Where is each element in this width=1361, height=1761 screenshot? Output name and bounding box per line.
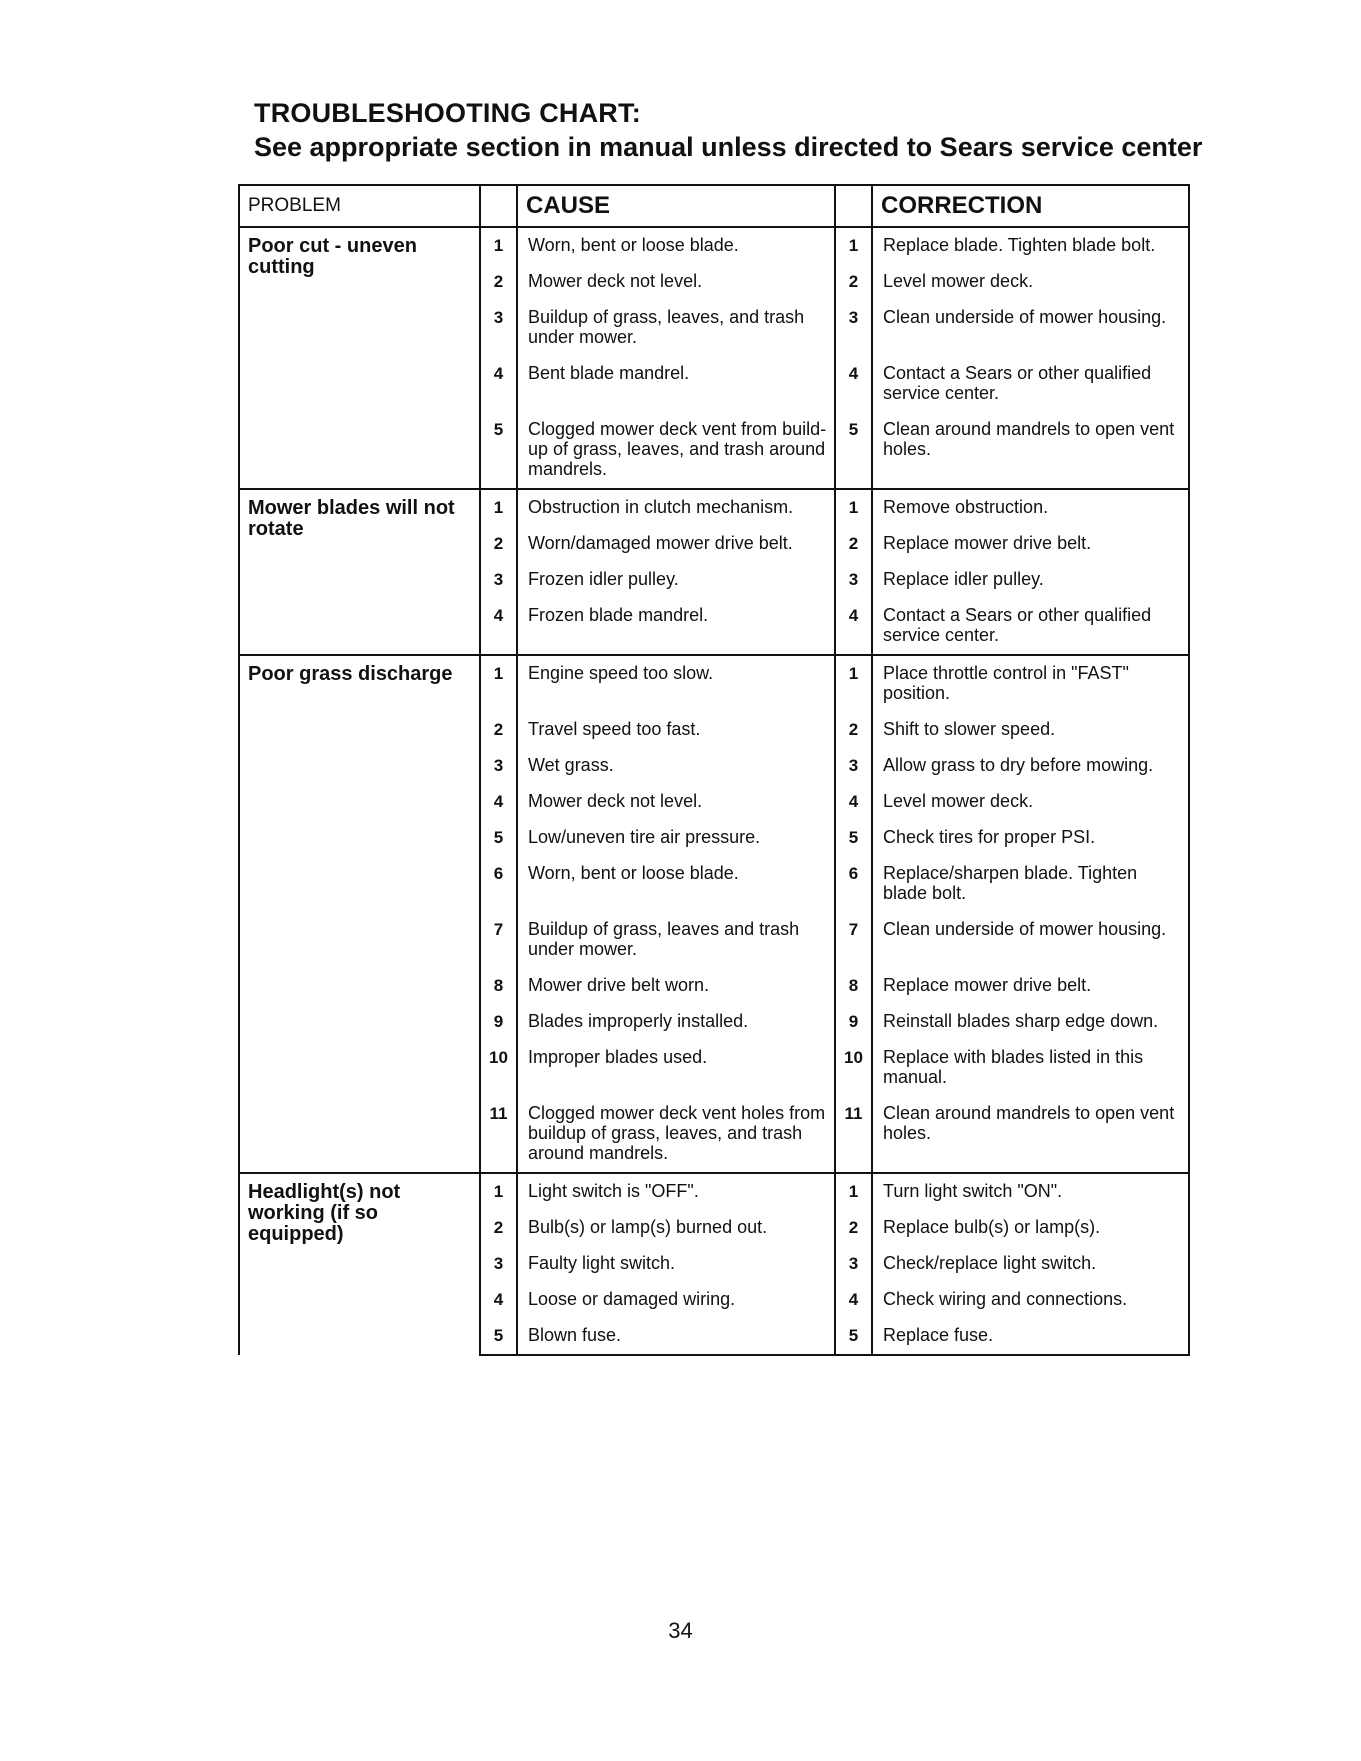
cause-number: 3 <box>480 748 517 784</box>
cause-number: 1 <box>480 655 517 712</box>
cause-number: 10 <box>480 1040 517 1096</box>
correction-number: 11 <box>835 1096 872 1173</box>
correction-number: 4 <box>835 1282 872 1318</box>
page-number: 34 <box>668 1618 693 1643</box>
problem-group <box>239 655 1189 1173</box>
correction-cell: Clean underside of mower housing. <box>872 300 1189 356</box>
correction-cell: Contact a Sears or other qualified service center. <box>872 356 1189 412</box>
cause-number: 4 <box>480 356 517 412</box>
correction-number: 3 <box>835 1246 872 1282</box>
correction-cell: Level mower deck. <box>872 784 1189 820</box>
cause-number: 9 <box>480 1004 517 1040</box>
cause-number: 1 <box>480 227 517 264</box>
correction-number: 1 <box>835 1173 872 1210</box>
column-header-problem: PROBLEM <box>239 185 480 227</box>
cause-cell: Wet grass. <box>517 748 835 784</box>
correction-cell: Clean around mandrels to open vent holes. <box>872 1096 1189 1173</box>
cause-number: 6 <box>480 856 517 912</box>
correction-number: 5 <box>835 412 872 489</box>
column-header-correction-number <box>835 185 872 227</box>
cause-number: 11 <box>480 1096 517 1173</box>
correction-cell: Replace fuse. <box>872 1318 1189 1355</box>
cause-number: 2 <box>480 526 517 562</box>
cause-cell: Worn, bent or loose blade. <box>517 856 835 912</box>
cause-cell: Travel speed too fast. <box>517 712 835 748</box>
cause-cell: Faulty light switch. <box>517 1246 835 1282</box>
cause-number: 5 <box>480 820 517 856</box>
correction-number: 3 <box>835 562 872 598</box>
correction-cell: Replace mower drive belt. <box>872 526 1189 562</box>
column-header-cause-number <box>480 185 517 227</box>
cause-cell: Mower deck not level. <box>517 264 835 300</box>
problem-cell: Mower blades will not rotate <box>239 489 480 655</box>
cause-number: 4 <box>480 1282 517 1318</box>
correction-number: 10 <box>835 1040 872 1096</box>
correction-cell: Replace/sharpen blade. Tighten blade bolt. <box>872 856 1189 912</box>
correction-number: 2 <box>835 1210 872 1246</box>
correction-number: 6 <box>835 856 872 912</box>
table-row <box>239 1173 1189 1210</box>
cause-cell: Improper blades used. <box>517 1040 835 1096</box>
correction-cell: Allow grass to dry before mowing. <box>872 748 1189 784</box>
correction-number: 4 <box>835 598 872 655</box>
cause-number: 4 <box>480 784 517 820</box>
correction-cell: Contact a Sears or other qualified service center. <box>872 598 1189 655</box>
cause-cell: Loose or damaged wiring. <box>517 1282 835 1318</box>
chart-title: TROUBLESHOOTING CHART: <box>254 98 641 128</box>
correction-cell: Replace mower drive belt. <box>872 968 1189 1004</box>
correction-cell: Clean underside of mower housing. <box>872 912 1189 968</box>
cause-cell: Worn, bent or loose blade. <box>517 227 835 264</box>
cause-cell: Frozen blade mandrel. <box>517 598 835 655</box>
correction-number: 7 <box>835 912 872 968</box>
correction-number: 1 <box>835 489 872 526</box>
cause-number: 5 <box>480 412 517 489</box>
correction-number: 4 <box>835 784 872 820</box>
problem-group <box>239 489 1189 655</box>
cause-number: 3 <box>480 300 517 356</box>
problem-group <box>239 227 1189 489</box>
problem-cell: Headlight(s) not working (if so equipped) <box>239 1173 480 1355</box>
correction-number: 8 <box>835 968 872 1004</box>
chart-subtitle: See appropriate section in manual unless directed to Sears service center <box>254 132 1203 162</box>
problem-cell: Poor cut - uneven cutting <box>239 227 480 489</box>
table-header <box>239 185 1189 227</box>
correction-number: 5 <box>835 1318 872 1355</box>
correction-number: 2 <box>835 264 872 300</box>
correction-number: 3 <box>835 748 872 784</box>
cause-number: 2 <box>480 1210 517 1246</box>
problem-group <box>239 1173 1189 1355</box>
correction-number: 2 <box>835 712 872 748</box>
cause-cell: Engine speed too slow. <box>517 655 835 712</box>
correction-cell: Reinstall blades sharp edge down. <box>872 1004 1189 1040</box>
cause-number: 4 <box>480 598 517 655</box>
cause-number: 7 <box>480 912 517 968</box>
correction-cell: Replace with blades listed in this manual. <box>872 1040 1189 1096</box>
cause-cell: Frozen idler pulley. <box>517 562 835 598</box>
cause-cell: Bent blade mandrel. <box>517 356 835 412</box>
cause-cell: Mower deck not level. <box>517 784 835 820</box>
correction-cell: Turn light switch "ON". <box>872 1173 1189 1210</box>
correction-number: 5 <box>835 820 872 856</box>
cause-number: 3 <box>480 562 517 598</box>
cause-cell: Mower drive belt worn. <box>517 968 835 1004</box>
correction-cell: Level mower deck. <box>872 264 1189 300</box>
cause-cell: Low/uneven tire air pressure. <box>517 820 835 856</box>
column-header-cause: CAUSE <box>517 185 835 227</box>
correction-number: 2 <box>835 526 872 562</box>
cause-number: 5 <box>480 1318 517 1355</box>
correction-cell: Clean around mandrels to open vent holes. <box>872 412 1189 489</box>
cause-cell: Blown fuse. <box>517 1318 835 1355</box>
cause-cell: Obstruction in clutch mechanism. <box>517 489 835 526</box>
cause-number: 1 <box>480 489 517 526</box>
correction-cell: Remove obstruction. <box>872 489 1189 526</box>
correction-number: 1 <box>835 227 872 264</box>
correction-number: 4 <box>835 356 872 412</box>
correction-number: 1 <box>835 655 872 712</box>
cause-cell: Clogged mower deck vent holes from buildup of grass, leaves, and trash around mandrels. <box>517 1096 835 1173</box>
correction-number: 9 <box>835 1004 872 1040</box>
correction-cell: Check wiring and connections. <box>872 1282 1189 1318</box>
cause-number: 3 <box>480 1246 517 1282</box>
problem-cell: Poor grass discharge <box>239 655 480 1173</box>
cause-cell: Light switch is "OFF". <box>517 1173 835 1210</box>
correction-cell: Replace blade. Tighten blade bolt. <box>872 227 1189 264</box>
table-row <box>239 655 1189 712</box>
table-row <box>239 489 1189 526</box>
correction-number: 3 <box>835 300 872 356</box>
cause-cell: Bulb(s) or lamp(s) burned out. <box>517 1210 835 1246</box>
correction-cell: Replace bulb(s) or lamp(s). <box>872 1210 1189 1246</box>
correction-cell: Place throttle control in "FAST" position. <box>872 655 1189 712</box>
cause-number: 2 <box>480 712 517 748</box>
cause-number: 2 <box>480 264 517 300</box>
correction-cell: Check tires for proper PSI. <box>872 820 1189 856</box>
column-header-correction: CORRECTION <box>872 185 1189 227</box>
cause-cell: Worn/damaged mower drive belt. <box>517 526 835 562</box>
troubleshooting-table <box>238 184 1190 1356</box>
table-row <box>239 227 1189 264</box>
cause-cell: Buildup of grass, leaves and trash under mower. <box>517 912 835 968</box>
correction-cell: Shift to slower speed. <box>872 712 1189 748</box>
cause-cell: Buildup of grass, leaves, and trash under mower. <box>517 300 835 356</box>
cause-cell: Blades improperly installed. <box>517 1004 835 1040</box>
correction-cell: Replace idler pulley. <box>872 562 1189 598</box>
cause-number: 1 <box>480 1173 517 1210</box>
cause-number: 8 <box>480 968 517 1004</box>
correction-cell: Check/replace light switch. <box>872 1246 1189 1282</box>
cause-cell: Clogged mower deck vent from build-up of grass, leaves, and trash around mandrels. <box>517 412 835 489</box>
